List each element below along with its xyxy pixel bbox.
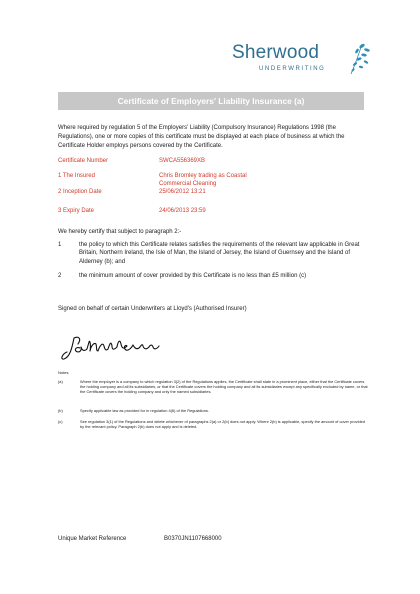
expiry-value: 24/06/2013 23:59 <box>159 208 206 214</box>
note-text: See regulation 3(1) of the Regulations and delete whichever of paragraphs 2(a) or 2(b) does not apply. Where 2(b) is applicable, specify the amount of cover provided by the relevant policy. Paragraph 2(b) does not apply and is deleted. <box>80 419 365 429</box>
clause-number: 2 <box>58 273 62 279</box>
umr-value: B0370JN1107668000 <box>164 536 222 542</box>
note-item <box>58 408 368 416</box>
note-label: (c) <box>58 419 63 424</box>
brand-subtitle: UNDERWRITING <box>259 66 326 72</box>
signed-statement: Signed on behalf of certain Underwriters at Lloyd's (Authorised Insurer) <box>58 306 247 312</box>
clause-number: 1 <box>58 242 62 248</box>
clause-text: the policy to which this Certificate relates satisfies the requirements of the relevant law applicable in Great Britain, Northern Ireland, the Isle of Man, the Island of Jersey, the Island of Guernsey and the Island of Alderney (b); and <box>79 242 360 265</box>
insured-value: Chris Bromley trading as Coastal Commercial Cleaning <box>159 173 247 187</box>
note-item <box>58 379 368 405</box>
sherwood-logo <box>232 40 372 76</box>
expiry-label: 3 Expiry Date <box>58 208 95 214</box>
clause-item <box>58 272 368 282</box>
certificate-title-banner: Certificate of Employers' Liability Insurance (a) <box>58 92 364 110</box>
brand-name: Sherwood <box>232 42 320 63</box>
note-label: (a) <box>58 379 63 384</box>
umr-label: Unique Market Reference <box>58 536 127 542</box>
leaf-cluster-icon <box>342 40 372 76</box>
inception-value: 25/06/2012 13:21 <box>159 189 206 195</box>
note-label: (b) <box>58 408 63 413</box>
note-item <box>58 419 368 433</box>
note-text: Specify applicable law as provided for in regulation 4(6) of the Regulations. <box>80 408 209 413</box>
certificate-number-value: SWCA556369XB <box>159 158 206 164</box>
insured-label: 1 The Insured <box>58 173 95 179</box>
clause-item <box>58 241 368 267</box>
certificate-number-label: Certificate Number <box>58 158 109 164</box>
notes-heading: Notes <box>58 370 69 375</box>
handwritten-signature <box>60 330 170 365</box>
intro-paragraph: Where required by regulation 5 of the Employers' Liability (Compulsory Insurance) Regulations 1998 (the Regulations), one or more copies of this certificate must be displayed at each place of business at which the Certificate Holder employs persons covered by the Certificate. <box>58 125 345 149</box>
certify-statement: We hereby certify that subject to paragraph 2:- <box>58 229 182 235</box>
inception-label: 2 Inception Date <box>58 189 102 195</box>
clause-text: the minimum amount of cover provided by this Certificate is no less than £5 million (c) <box>79 273 307 279</box>
note-text: Where the employer is a company to which regulation 3(2) of the Regulations applies, the Certificate shall state in a prominent place, either that the Certificate covers the holding company and all its subsidiaries, or that the Certificate covers the holding company and all its subsidiaries except any specifically excluded by name, or that the Certificate covers the holding company and only the named subsidiaries. <box>80 379 368 394</box>
